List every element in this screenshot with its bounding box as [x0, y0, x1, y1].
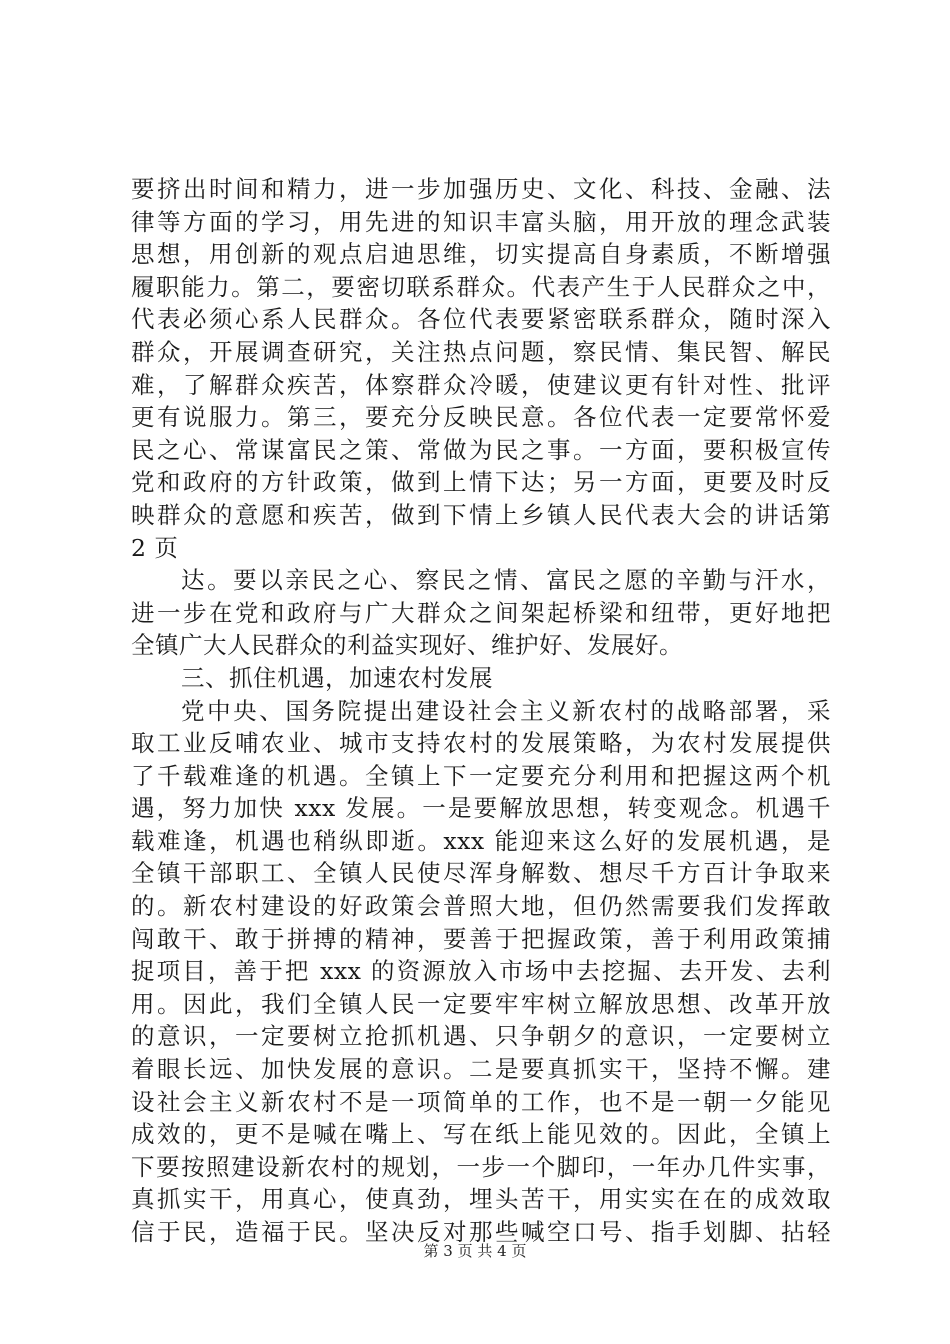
text-line: 的意识，一定要树立抢抓机遇、只争朝夕的意识，一定要树立 [131, 1022, 831, 1051]
text-line: 映群众的意愿和疾苦，做到下情上乡镇人民代表大会的讲话第 [131, 500, 831, 529]
text-line: 进一步在党和政府与广大群众之间架起桥梁和纽带，更好地把 [131, 598, 831, 627]
text-line: 民之心、常谋富民之策、常做为民之事。一方面，要积极宣传 [131, 435, 831, 464]
text-line: 党和政府的方针政策，做到上情下达；另一方面，更要及时反 [131, 468, 831, 497]
text-line: 全镇干部职工、全镇人民使尽浑身解数、想尽千方百计争取来 [131, 859, 831, 888]
text-line: 思想，用创新的观点启迪思维，切实提高自身素质，不断增强 [131, 240, 831, 269]
text-line: 设社会主义新农村不是一项简单的工作，也不是一朝一夕能见 [131, 1087, 831, 1116]
text-line: 全镇广大人民群众的利益实现好、维护好、发展好。 [131, 631, 683, 660]
text-line: 捉项目，善于把 xxx 的资源放入市场中去挖掘、去开发、去利 [131, 957, 831, 986]
text-line: 遇，努力加快 xxx 发展。一是要解放思想，转变观念。机遇千 [131, 794, 831, 823]
text-line: 信于民，造福于民。坚决反对那些喊空口号、指手划脚、拈轻 [131, 1218, 831, 1246]
text-line: 下要按照建设新农村的规划，一步一个脚印，一年办几件实事， [131, 1152, 831, 1181]
text-line: 更有说服力。第三，要充分反映民意。各位代表一定要常怀爱 [131, 403, 831, 432]
text-line: 党中央、国务院提出建设社会主义新农村的战略部署，采 [181, 696, 831, 725]
text-line: 要挤出时间和精力，进一步加强历史、文化、科技、金融、法 [131, 175, 831, 203]
text-line: 成效的，更不是喊在嘴上、写在纸上能见效的。因此，全镇上 [131, 1120, 831, 1149]
text-line: 取工业反哺农业、城市支持农村的发展策略，为农村发展提供 [131, 729, 831, 758]
text-line: 的。新农村建设的好政策会普照大地，但仍然需要我们发挥敢 [131, 892, 831, 921]
text-line: 2 页 [131, 533, 179, 562]
text-line: 载难逢，机遇也稍纵即逝。xxx 能迎来这么好的发展机遇，是 [131, 826, 831, 855]
page-footer: 第 3 页 共 4 页 [423, 1242, 527, 1260]
text-line: 群众，开展调查研究，关注热点问题，察民情、集民智、解民 [131, 337, 831, 366]
text-line: 闯敢干、敢于拼搏的精神，要善于把握政策，善于利用政策捕 [131, 924, 831, 953]
text-line: 难，了解群众疾苦，体察群众冷暖，使建议更有针对性、批评 [131, 370, 831, 399]
text-line: 达。要以亲民之心、察民之情、富民之愿的辛勤与汗水， [181, 566, 831, 595]
text-line: 三、抓住机遇，加速农村发展 [181, 663, 493, 692]
body-text [131, 173, 831, 1249]
text-line: 了千载难逢的机遇。全镇上下一定要充分利用和把握这两个机 [131, 761, 831, 790]
text-line: 真抓实干，用真心，使真劲，埋头苦干，用实实在在的成效取 [131, 1185, 831, 1214]
text-line: 履职能力。第二，要密切联系群众。代表产生于人民群众之中， [131, 272, 831, 301]
text-line: 着眼长远、加快发展的意识。二是要真抓实干，坚持不懈。建 [131, 1055, 831, 1084]
text-line: 代表必须心系人民群众。各位代表要紧密联系群众，随时深入 [131, 305, 831, 334]
text-line: 律等方面的学习，用先进的知识丰富头脑，用开放的理念武装 [131, 207, 831, 236]
text-line: 用。因此，我们全镇人民一定要牢牢树立解放思想、改革开放 [131, 989, 831, 1018]
